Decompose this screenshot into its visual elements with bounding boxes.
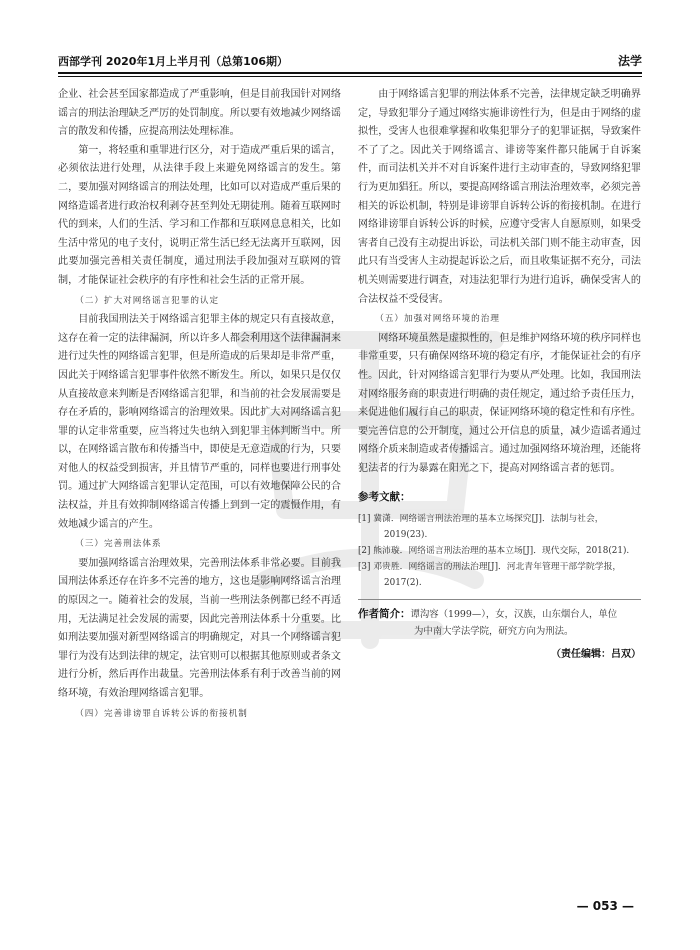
paragraph: 目前我国刑法关于网络谣言犯罪主体的规定只有直接故意，这存在着一定的法律漏洞，所以许多人都会利用这个法律漏洞来进行过失性的网络谣言犯罪，但是所造成的后果却是非常严重，因此关于网络谣言犯罪事件依然不断发生。所以，如果只是仅仅从直接故意来判断是否网络谣言犯罪，和当前的社会发展需要是存在矛盾的，影响网络谣言的治理效果。因此扩大对网络谣言犯罪的认定非常重要，应当将过失也纳入到犯罪主体判断当中。所以，在网络谣言散布和传播当中，即使是无意造成的行为，只要对他人的权益受到损害，并且情节严重的，同样也要进行刑事处罚。通过扩大网络谣言犯罪认定范围，可以有效地保障公民的合法权益，并且有效抑制网络谣言传播上到到一定的震慑作用，有效地减少谣言的产生。 — [58, 314, 341, 530]
journal-title: 西部学刊 2020年1月上半月刊（总第106期） — [58, 55, 289, 68]
left-column — [58, 86, 341, 724]
subheading: （五）加强对网络环境的治理 — [375, 314, 500, 325]
reference-item: [2] 熊沛璇．网络谣言刑法治理的基本立场[J]．现代交际，2018(21). — [358, 546, 630, 557]
page-number: — 053 — — [576, 899, 634, 913]
author-divider — [358, 599, 641, 600]
reference-item: [3] 邓贵胜．网络谣言的刑法治理[J]．河北青年管理干部学院学报，2017(2). — [358, 562, 622, 589]
right-column — [358, 86, 641, 665]
header-rule — [58, 72, 642, 74]
subheading: （二）扩大对网络谣言犯罪的认定 — [75, 295, 220, 306]
editor-credit: （责任编辑：吕双） — [551, 649, 641, 661]
page-header — [58, 52, 642, 72]
paragraph: 第一，将轻重和重罪进行区分，对于造成严重后果的谣言，必须依法进行处理，从法律手段上来避免网络谣言的发生。第二，要加强对网络谣言的刑法处理，比如可以对造成严重后果的网络造谣者进行政治权利剥夺甚至判处无期徒刑。随着互联网时代的到来，人们的生活、学习和工作都和互联网息息相关，比如生活中常见的电子支付，说明正常生活已经无法离开互联网，因此要加强完善相关责任制度，通过刑法手段加强对互联网的管制，才能保证社会秩序的有序性和社会生活的正常开展。 — [58, 144, 341, 286]
header-rule-thin — [58, 76, 642, 77]
author-line: 谭沟容（1999—），女，汉族，山东烟台人，单位 — [410, 609, 618, 621]
section-label: 法学 — [617, 54, 642, 68]
references-heading: 参考文献： — [358, 491, 411, 504]
author-label: 作者简介： — [358, 608, 411, 621]
paragraph: 由于网络谣言犯罪的刑法体系不完善，法律规定缺乏明确界定，导致犯罪分子通过网络实施诽谤性行为，但是由于网络的虚拟性，受害人也很难掌握和收集犯罪分子的犯罪证据，导致案件不了了之。因此关于网络谣言、诽谤等案件都只能属于自诉案件，而司法机关并不对自诉案件进行主动审查的，导致网络犯罪行为更加猖狂。所以，要提高网络谣言刑法治理效率，必须完善相关的诉讼机制，特别是诽谤罪自诉转公诉的衔接机制。在进行网络诽谤罪自诉转公诉的时候，应遵守受害人自愿原则，如果受害者自己没有主动提出诉讼，司法机关部门则不能主动审查，因此只有当受害人主动提起诉讼之后，而且收集证据不充分，司法机关则需要进行调查，对违法犯罪行为进行追诉，确保受害人的合法权益不受侵害。 — [358, 89, 641, 305]
paragraph: 要加强网络谣言治理效果，完善刑法体系非常必要。目前我国刑法体系还存在许多不完善的地方，这也是影响网络谣言治理的原因之一。随着社会的发展，当前一些刑法条例都已经不再适用，无法满足社会发展的需要，因此完善刑法体系十分重要。比如刑法要加强对新型网络谣言的明确规定，对具一个网络谣言犯罪行为没有达到法律的规定，法官则可以根据其他原则或者条文进行分析，然后再作出裁量。完善刑法体系有利于改善当前的网络环境，有效治理网络谣言犯罪。 — [58, 557, 341, 699]
author-line: 为中南大学法学院，研究方向为刑法。 — [414, 626, 574, 638]
reference-item: [1] 冀潇．网络谣言刑法治理的基本立场探究[J]．法制与社会，2019(23). — [358, 514, 604, 541]
subheading: （三）完善刑法体系 — [75, 539, 162, 550]
subheading: （四）完善诽谤罪自诉转公诉的衔接机制 — [75, 708, 248, 719]
paragraph: 企业、社会甚至国家都造成了严重影响，但是目前我国针对网络谣言的刑法治理缺乏严厉的处罚制度。所以要有效地减少网络谣言的散发和传播，应提高刑法处理标准。 — [58, 89, 341, 138]
author-bio — [358, 606, 641, 640]
paragraph: 网络环境虽然是虚拟性的，但是维护网络环境的秩序同样也非常重要，只有确保网络环境的稳定有序，才能保证社会的有序性。因此，针对网络谣言犯罪行为要从严处理。比如，我国刑法对网络服务商的职责进行明确的责任规定，通过给予责任压力，来促进他们履行自己的职责，保证网络环境的稳定性和有序性。要完善信息的公开制度，通过公开信息的质量，减少造谣者通过网络介质来制造或者传播谣言。通过加强网络环境治理，还能将犯法者的行为暴露在阳光之下，提高对网络谣言者的惩罚。 — [358, 332, 641, 474]
